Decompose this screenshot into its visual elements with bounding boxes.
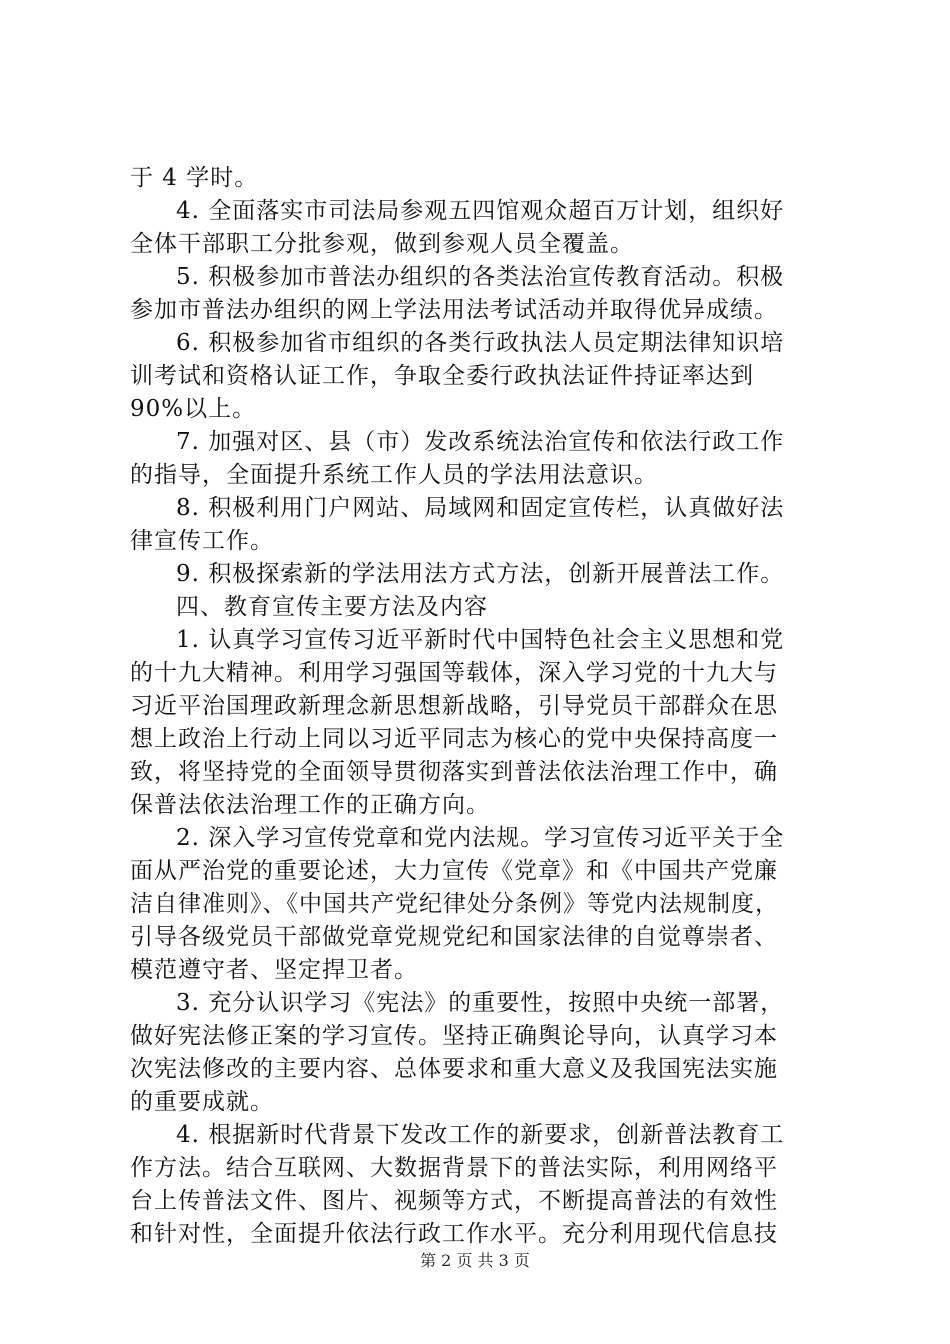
text-line: 的十九大精神。利用学习强国等载体，深入学习党的十九大与 [130, 660, 778, 686]
text-line: 8. 积极利用门户网站、局域网和固定宣传栏，认真做好法 [176, 495, 785, 521]
text-line: 全体干部职工分批参观，做到参观人员全覆盖。 [130, 231, 634, 257]
text-line: 和针对性，全面提升依法行政工作水平。充分利用现代信息技 [130, 1221, 778, 1247]
text-line: 致，将坚持党的全面领导贯彻落实到普法依法治理工作中，确 [130, 759, 778, 785]
text-line: 4. 全面落实市司法局参观五四馆观众超百万计划，组织好 [176, 198, 785, 224]
text-line: 训考试和资格认证工作，争取全委行政执法证件持证率达到 [130, 363, 754, 389]
text-line: 面从严治党的重要论述，大力宣传《党章》和《中国共产党廉 [130, 858, 778, 884]
page-footer: 第 2 页 共 3 页 [420, 1251, 530, 1270]
text-line: 9. 积极探索新的学法用法方式方法，创新开展普法工作。 [176, 561, 785, 587]
section-heading: 四、教育宣传主要方法及内容 [176, 594, 488, 620]
text-line: 洁自律准则》、《中国共产党纪律处分条例》等党内法规制度， [130, 891, 779, 917]
text-line: 7. 加强对区、县（市）发改系统法治宣传和依法行政工作 [176, 429, 785, 455]
text-line: 4. 根据新时代背景下发改工作的新要求，创新普法教育工 [176, 1122, 785, 1148]
document-body [130, 162, 828, 1251]
text-line: 90%以上。 [130, 396, 257, 422]
text-line: 2. 深入学习宣传党章和党内法规。学习宣传习近平关于全 [176, 825, 785, 851]
text-line: 6. 积极参加省市组织的各类行政执法人员定期法律知识培 [176, 330, 785, 356]
text-line: 模范遵守者、坚定捍卫者。 [130, 957, 418, 983]
text-line: 参加市普法办组织的网上学法用法考试活动并取得优异成绩。 [130, 297, 778, 323]
text-line: 引导各级党员干部做党章党规党纪和国家法律的自觉尊崇者、 [130, 924, 778, 950]
text-line: 做好宪法修正案的学习宣传。坚持正确舆论导向，认真学习本 [130, 1023, 778, 1049]
text-line: 于 4 学时。 [130, 165, 259, 191]
text-line: 的重要成就。 [130, 1089, 274, 1115]
text-line: 5. 积极参加市普法办组织的各类法治宣传教育活动。积极 [176, 264, 785, 290]
text-line: 台上传普法文件、图片、视频等方式，不断提高普法的有效性 [130, 1188, 778, 1214]
text-line: 保普法依法治理工作的正确方向。 [130, 792, 490, 818]
text-line: 律宣传工作。 [130, 528, 274, 554]
text-line: 习近平治国理政新理念新思想新战略，引导党员干部群众在思 [130, 693, 778, 719]
text-line: 作方法。结合互联网、大数据背景下的普法实际，利用网络平 [130, 1155, 778, 1181]
text-line: 1. 认真学习宣传习近平新时代中国特色社会主义思想和党 [176, 627, 785, 653]
text-line: 次宪法修改的主要内容、总体要求和重大意义及我国宪法实施 [130, 1056, 778, 1082]
text-line: 想上政治上行动上同以习近平同志为核心的党中央保持高度一 [130, 726, 778, 752]
text-line: 3. 充分认识学习《宪法》的重要性，按照中央统一部署， [176, 990, 785, 1016]
text-line: 的指导，全面提升系统工作人员的学法用法意识。 [130, 462, 658, 488]
